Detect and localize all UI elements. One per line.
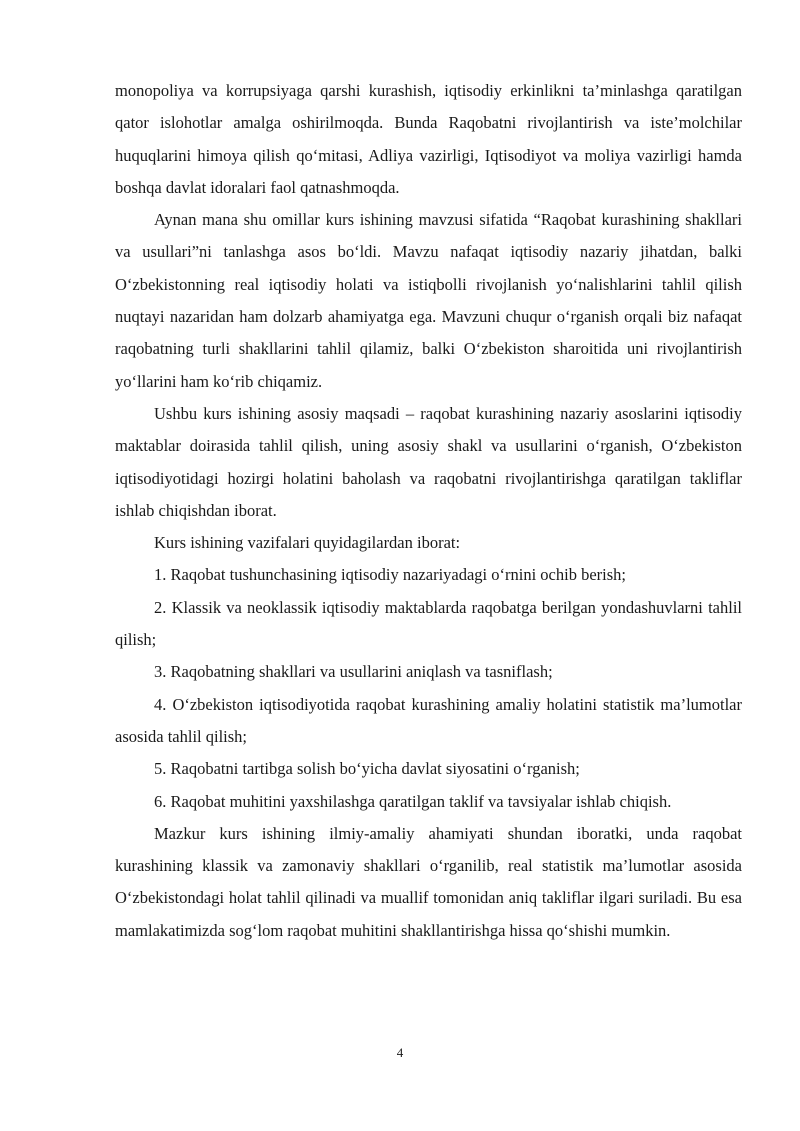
task-item-1: 1. Raqobat tushunchasining iqtisodiy nazariyadagi o‘rnini ochib berish; — [154, 565, 626, 585]
task-item-2: 2. Klassik va neoklassik iqtisodiy maktablarda raqobatga berilgan yondashuvlarni tahlil qilish; — [115, 597, 742, 650]
task-item-3: 3. Raqobatning shakllari va usullarini aniqlash va tasniflash; — [154, 662, 553, 682]
paragraph-main-goal: Ushbu kurs ishining asosiy maqsadi – raqobat kurashining nazariy asoslarini iqtisodiy maktablar doirasida tahlil qilish, uning asosiy shakl va usullarini o‘rganish, O‘zbekiston iqtisodiyotidagi hozirgi holatini baholash va raqobatni rivojlantirishga qaratilgan takliflar ishlab chiqishdan iborat. — [115, 403, 742, 520]
task-item-4: 4. O‘zbekiston iqtisodiyotida raqobat kurashining amaliy holatini statistik ma’lumotlar asosida tahlil qilish; — [115, 694, 742, 746]
paragraph-topic-rationale: Aynan mana shu omillar kurs ishining mavzusi sifatida “Raqobat kurashining shakllari va usullari”ni tanlashga asos bo‘ldi. Mavzu nafaqat iqtisodiy nazariy jihatdan, balki O‘zbekistonning real iqtisodiy holati va istiqbolli rivojlanish yo‘nalishlarini tahlil qilish nuqtayi nazaridan ham dolzarb ahamiyatga ega. Mavzuni chuqur o‘rganish orqali biz nafaqat raqobatning turli shakllarini tahlil qilamiz, balki O‘zbekiston sharoitida uni rivojlantirish yo‘llarini ham ko‘rib chiqamiz. — [115, 210, 742, 391]
paragraph-tasks-heading: Kurs ishining vazifalari quyidagilardan iborat: — [154, 533, 461, 553]
body-text — [115, 75, 742, 947]
task-item-6: 6. Raqobat muhitini yaxshilashga qaratilgan taklif va tavsiyalar ishlab chiqish. — [154, 791, 672, 811]
paragraph-intro-continuation: monopoliya va korrupsiyaga qarshi kurashish, iqtisodiy erkinlikni ta’minlashga qaratilgan qator islohotlar amalga oshirilmoqda. Bunda Raqobatni rivojlantirish va iste’molchilar huquqlarini himoya qilish qo‘mitasi, Adliya vazirligi, Iqtisodiyot va moliya vazirligi hamda boshqa davlat idoralari faol qatnashmoqda. — [115, 81, 742, 197]
page-number: 4 — [396, 1045, 404, 1060]
paragraph-significance: Mazkur kurs ishining ilmiy-amaliy ahamiyati shundan iboratki, unda raqobat kurashining klassik va zamonaviy shakllari o‘rganilib, real statistik ma’lumotlar asosida O‘zbekistondagi holat tahlil qilinadi va muallif tomonidan aniq takliflar ilgari suriladi. Bu esa mamlakatimizda sog‘lom raqobat muhitini shakllantirishga hissa qo‘shishi mumkin. — [115, 823, 742, 940]
task-item-5: 5. Raqobatni tartibga solish bo‘yicha davlat siyosatini o‘rganish; — [154, 759, 580, 779]
